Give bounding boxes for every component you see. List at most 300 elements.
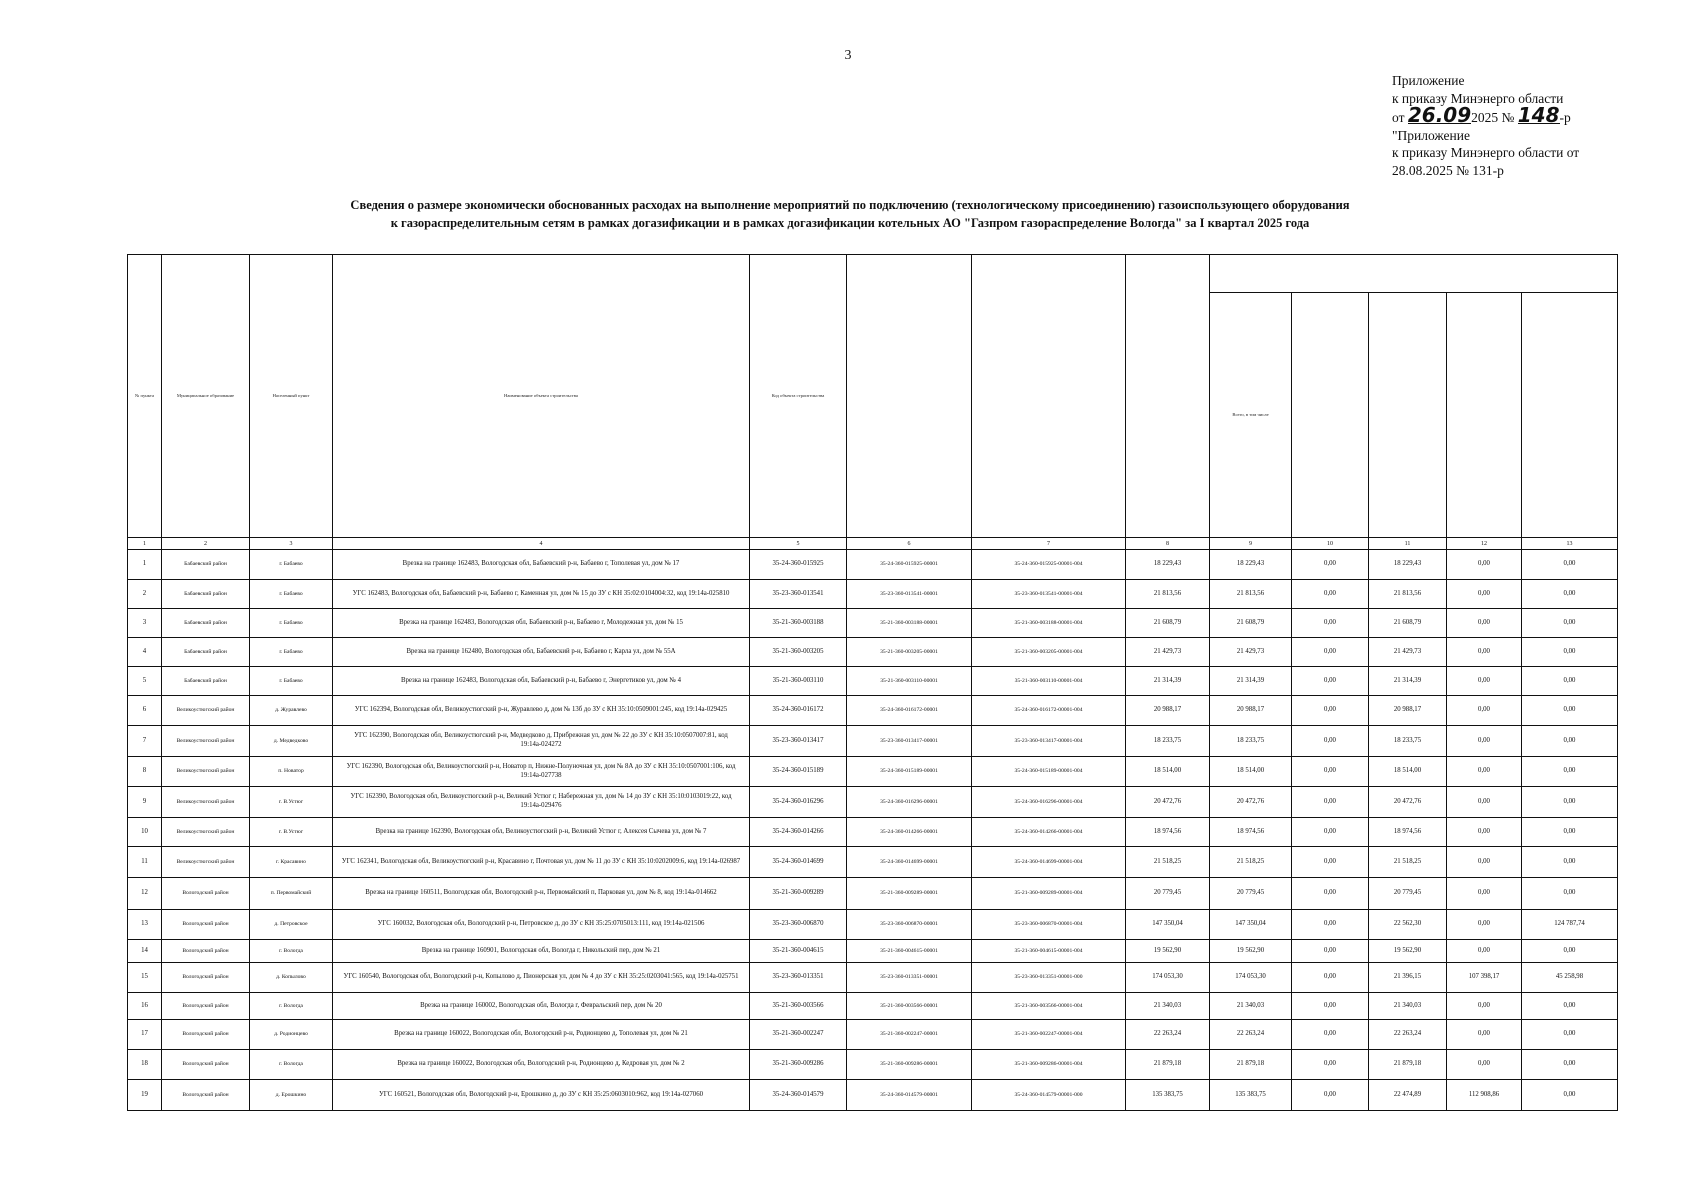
settlement-cell: г. Бабаево bbox=[250, 580, 333, 609]
stage-code-cell: 35-24-360-015189-00001 bbox=[847, 757, 972, 787]
col12-cell: 0,00 bbox=[1447, 910, 1522, 940]
total-cell: 174 053,30 bbox=[1210, 963, 1292, 993]
event-code-cell: 35-23-360-013541-00001-004 bbox=[972, 580, 1126, 609]
row-number-cell: 16 bbox=[128, 993, 162, 1020]
col13-cell: 45 258,98 bbox=[1522, 963, 1618, 993]
col13-cell: 0,00 bbox=[1522, 757, 1618, 787]
col12-cell: 112 908,86 bbox=[1447, 1080, 1522, 1111]
col12-cell: 0,00 bbox=[1447, 940, 1522, 963]
settlement-cell: д. Журавлево bbox=[250, 696, 333, 726]
object-code-cell: 35-24-360-015189 bbox=[750, 757, 847, 787]
col10-cell: 0,00 bbox=[1292, 910, 1369, 940]
total-cell: 18 514,00 bbox=[1210, 757, 1292, 787]
row-number-cell: 8 bbox=[128, 757, 162, 787]
col10-cell: 0,00 bbox=[1292, 726, 1369, 757]
col10-cell: 0,00 bbox=[1292, 550, 1369, 580]
municipality-cell: Великоустюгский район bbox=[162, 726, 250, 757]
actual-costs-cell: 135 383,75 bbox=[1126, 1080, 1210, 1111]
row-number-cell: 17 bbox=[128, 1020, 162, 1050]
row-number-cell: 7 bbox=[128, 726, 162, 757]
col11-cell: 22 474,89 bbox=[1369, 1080, 1447, 1111]
col12-cell: 0,00 bbox=[1447, 667, 1522, 696]
header-col-13 bbox=[1522, 293, 1618, 538]
col13-cell: 0,00 bbox=[1522, 726, 1618, 757]
col13-cell: 124 787,74 bbox=[1522, 910, 1618, 940]
page-number: 3 bbox=[844, 48, 852, 63]
total-cell: 21 340,03 bbox=[1210, 993, 1292, 1020]
stage-code-cell: 35-21-360-009289-00001 bbox=[847, 878, 972, 910]
table-row bbox=[128, 1050, 1618, 1080]
total-cell: 18 233,75 bbox=[1210, 726, 1292, 757]
object-name-cell: Врезка на границе 160901, Вологодская обл, Вологда г, Никольский пер, дом № 21 bbox=[333, 940, 750, 963]
col13-cell: 0,00 bbox=[1522, 878, 1618, 910]
municipality-cell: Вологодский район bbox=[162, 910, 250, 940]
object-name-cell: УГС 162483, Вологодская обл, Бабаевский р-н, Бабаево г, Каменная ул, дом № 15 до ЗУ с КН 35:02:0104004:32, код 19:14а-025810 bbox=[333, 580, 750, 609]
col13-cell: 0,00 bbox=[1522, 580, 1618, 609]
municipality-cell: Великоустюгский район bbox=[162, 818, 250, 847]
table-row bbox=[128, 963, 1618, 993]
actual-costs-cell: 20 988,17 bbox=[1126, 696, 1210, 726]
col13-cell: 0,00 bbox=[1522, 1050, 1618, 1080]
row-number-cell: 9 bbox=[128, 787, 162, 818]
actual-costs-cell: 21 518,25 bbox=[1126, 847, 1210, 878]
appendix-block bbox=[1392, 72, 1692, 179]
header-col-10 bbox=[1292, 293, 1369, 538]
col11-cell: 18 229,43 bbox=[1369, 550, 1447, 580]
event-code-cell: 35-21-360-002247-00001-004 bbox=[972, 1020, 1126, 1050]
col10-cell: 0,00 bbox=[1292, 757, 1369, 787]
event-code-cell: 35-24-360-016172-00001-004 bbox=[972, 696, 1126, 726]
col10-cell: 0,00 bbox=[1292, 878, 1369, 910]
table-body bbox=[128, 550, 1618, 1111]
col13-cell: 0,00 bbox=[1522, 847, 1618, 878]
event-code-cell: 35-24-360-014579-00001-000 bbox=[972, 1080, 1126, 1111]
col12-cell: 0,00 bbox=[1447, 878, 1522, 910]
col11-cell: 22 263,24 bbox=[1369, 1020, 1447, 1050]
municipality-cell: Бабаевский район bbox=[162, 550, 250, 580]
header-object-code: Код объекта строительства bbox=[750, 255, 847, 538]
event-code-cell: 35-24-360-016296-00001-004 bbox=[972, 787, 1126, 818]
settlement-cell: г. Бабаево bbox=[250, 550, 333, 580]
actual-costs-cell: 21 608,79 bbox=[1126, 609, 1210, 638]
table-row bbox=[128, 878, 1618, 910]
object-name-cell: Врезка на границе 162390, Вологодская обл, Великоустюгский р-н, Великий Устюг г, Алексея Сычева ул, дом № 7 bbox=[333, 818, 750, 847]
col13-cell: 0,00 bbox=[1522, 609, 1618, 638]
total-cell: 21 518,25 bbox=[1210, 847, 1292, 878]
settlement-cell: д. Копылово bbox=[250, 963, 333, 993]
object-code-cell: 35-21-360-009286 bbox=[750, 1050, 847, 1080]
table-row bbox=[128, 847, 1618, 878]
municipality-cell: Вологодский район bbox=[162, 1080, 250, 1111]
costs-table bbox=[127, 254, 1618, 1111]
col11-cell: 21 396,15 bbox=[1369, 963, 1447, 993]
col13-cell: 0,00 bbox=[1522, 1020, 1618, 1050]
stage-code-cell: 35-24-360-014699-00001 bbox=[847, 847, 972, 878]
column-number: 2 bbox=[162, 538, 250, 550]
col13-cell: 0,00 bbox=[1522, 1080, 1618, 1111]
event-code-cell: 35-24-360-015189-00001-004 bbox=[972, 757, 1126, 787]
row-number-cell: 3 bbox=[128, 609, 162, 638]
col13-cell: 0,00 bbox=[1522, 818, 1618, 847]
municipality-cell: Вологодский район bbox=[162, 1050, 250, 1080]
settlement-cell: г. Бабаево bbox=[250, 638, 333, 667]
settlement-cell: д. Медведково bbox=[250, 726, 333, 757]
object-name-cell: УГС 162390, Вологодская обл, Великоустюгский р-н, Великий Устюг г, Набережная ул, дом № 14 до ЗУ с КН 35:10:0103019:22, код 19:14а-029476 bbox=[333, 787, 750, 818]
object-code-cell: 35-21-360-003205 bbox=[750, 638, 847, 667]
object-code-cell: 35-23-360-013351 bbox=[750, 963, 847, 993]
object-name-cell: УГС 162394, Вологодская обл, Великоустюгский р-н, Журавлево д, дом № 13б до ЗУ с КН 35:10:0509001:245, код 19:14а-029425 bbox=[333, 696, 750, 726]
row-number-cell: 19 bbox=[128, 1080, 162, 1111]
total-cell: 21 813,56 bbox=[1210, 580, 1292, 609]
stage-code-cell: 35-23-360-013351-00001 bbox=[847, 963, 972, 993]
total-cell: 20 779,45 bbox=[1210, 878, 1292, 910]
event-code-cell: 35-21-360-004615-00001-004 bbox=[972, 940, 1126, 963]
municipality-cell: Бабаевский район bbox=[162, 638, 250, 667]
object-code-cell: 35-24-360-014579 bbox=[750, 1080, 847, 1111]
column-number: 13 bbox=[1522, 538, 1618, 550]
column-number: 6 bbox=[847, 538, 972, 550]
total-cell: 22 263,24 bbox=[1210, 1020, 1292, 1050]
table-row bbox=[128, 1020, 1618, 1050]
col10-cell: 0,00 bbox=[1292, 638, 1369, 667]
settlement-cell: г. Красавино bbox=[250, 847, 333, 878]
col11-cell: 21 813,56 bbox=[1369, 580, 1447, 609]
table-row bbox=[128, 580, 1618, 609]
appendix-year: 2025 № bbox=[1471, 110, 1515, 125]
stage-code-cell: 35-21-360-003205-00001 bbox=[847, 638, 972, 667]
total-cell: 18 229,43 bbox=[1210, 550, 1292, 580]
col10-cell: 0,00 bbox=[1292, 993, 1369, 1020]
object-code-cell: 35-21-360-009289 bbox=[750, 878, 847, 910]
col11-cell: 20 988,17 bbox=[1369, 696, 1447, 726]
object-code-cell: 35-21-360-004615 bbox=[750, 940, 847, 963]
col12-cell: 0,00 bbox=[1447, 726, 1522, 757]
municipality-cell: Вологодский район bbox=[162, 878, 250, 910]
col12-cell: 0,00 bbox=[1447, 847, 1522, 878]
header-col-12 bbox=[1447, 293, 1522, 538]
appendix-line: Приложение bbox=[1392, 73, 1465, 88]
settlement-cell: г. В.Устюг bbox=[250, 787, 333, 818]
stage-code-cell: 35-24-360-015925-00001 bbox=[847, 550, 972, 580]
stage-code-cell: 35-21-360-002247-00001 bbox=[847, 1020, 972, 1050]
header-municipality: Муниципальное образование bbox=[162, 255, 250, 538]
col11-cell: 18 974,56 bbox=[1369, 818, 1447, 847]
event-code-cell: 35-21-360-003205-00001-004 bbox=[972, 638, 1126, 667]
column-number: 1 bbox=[128, 538, 162, 550]
event-code-cell: 35-24-360-015925-00001-004 bbox=[972, 550, 1126, 580]
stage-code-cell: 35-21-360-004615-00001 bbox=[847, 940, 972, 963]
stage-code-cell: 35-23-360-006870-00001 bbox=[847, 910, 972, 940]
settlement-cell: д. Петровское bbox=[250, 910, 333, 940]
actual-costs-cell: 21 314,39 bbox=[1126, 667, 1210, 696]
stage-code-cell: 35-24-360-016296-00001 bbox=[847, 787, 972, 818]
municipality-cell: Бабаевский район bbox=[162, 609, 250, 638]
header-event-code bbox=[972, 255, 1126, 538]
object-name-cell: Врезка на границе 162483, Вологодская обл, Бабаевский р-н, Бабаево г, Тополевая ул, дом № 17 bbox=[333, 550, 750, 580]
col10-cell: 0,00 bbox=[1292, 940, 1369, 963]
object-code-cell: 35-23-360-013417 bbox=[750, 726, 847, 757]
header-total: Всего, в том числе bbox=[1210, 293, 1292, 538]
total-cell: 147 350,04 bbox=[1210, 910, 1292, 940]
col13-cell: 0,00 bbox=[1522, 940, 1618, 963]
col12-cell: 107 398,17 bbox=[1447, 963, 1522, 993]
municipality-cell: Вологодский район bbox=[162, 993, 250, 1020]
appendix-line: к приказу Минэнерго области от bbox=[1392, 145, 1580, 160]
event-code-cell: 35-21-360-003110-00001-004 bbox=[972, 667, 1126, 696]
row-number-cell: 18 bbox=[128, 1050, 162, 1080]
col11-cell: 19 562,90 bbox=[1369, 940, 1447, 963]
event-code-cell: 35-21-360-009286-00001-004 bbox=[972, 1050, 1126, 1080]
col12-cell: 0,00 bbox=[1447, 638, 1522, 667]
settlement-cell: п. Новатор bbox=[250, 757, 333, 787]
object-name-cell: УГС 160032, Вологодская обл, Вологодский р-н, Петровское д, до ЗУ с КН 35:25:0705013:111, код 19:14а-021506 bbox=[333, 910, 750, 940]
col10-cell: 0,00 bbox=[1292, 818, 1369, 847]
municipality-cell: Вологодский район bbox=[162, 1020, 250, 1050]
stage-code-cell: 35-21-360-003188-00001 bbox=[847, 609, 972, 638]
object-code-cell: 35-24-360-014699 bbox=[750, 847, 847, 878]
actual-costs-cell: 174 053,30 bbox=[1126, 963, 1210, 993]
col13-cell: 0,00 bbox=[1522, 993, 1618, 1020]
event-code-cell: 35-21-360-009289-00001-004 bbox=[972, 878, 1126, 910]
col10-cell: 0,00 bbox=[1292, 1080, 1369, 1111]
municipality-cell: Великоустюгский район bbox=[162, 696, 250, 726]
object-code-cell: 35-23-360-006870 bbox=[750, 910, 847, 940]
municipality-cell: Великоустюгский район bbox=[162, 847, 250, 878]
table-row bbox=[128, 667, 1618, 696]
col12-cell: 0,00 bbox=[1447, 757, 1522, 787]
col13-cell: 0,00 bbox=[1522, 696, 1618, 726]
stage-code-cell: 35-24-360-016172-00001 bbox=[847, 696, 972, 726]
col10-cell: 0,00 bbox=[1292, 787, 1369, 818]
total-cell: 21 608,79 bbox=[1210, 609, 1292, 638]
col12-cell: 0,00 bbox=[1447, 1020, 1522, 1050]
actual-costs-cell: 18 974,56 bbox=[1126, 818, 1210, 847]
col12-cell: 0,00 bbox=[1447, 550, 1522, 580]
event-code-cell: 35-24-360-014699-00001-004 bbox=[972, 847, 1126, 878]
col13-cell: 0,00 bbox=[1522, 787, 1618, 818]
table-row bbox=[128, 757, 1618, 787]
stage-code-cell: 35-24-360-014579-00001 bbox=[847, 1080, 972, 1111]
settlement-cell: г. В.Устюг bbox=[250, 818, 333, 847]
row-number-cell: 14 bbox=[128, 940, 162, 963]
object-code-cell: 35-24-360-016296 bbox=[750, 787, 847, 818]
actual-costs-cell: 21 429,73 bbox=[1126, 638, 1210, 667]
stage-code-cell: 35-21-360-003566-00001 bbox=[847, 993, 972, 1020]
actual-costs-cell: 18 229,43 bbox=[1126, 550, 1210, 580]
row-number-cell: 4 bbox=[128, 638, 162, 667]
settlement-cell: д. Ерошкино bbox=[250, 1080, 333, 1111]
object-name-cell: УГС 162390, Вологодская обл, Великоустюгский р-н, Медведково д, Прибрежная ул, дом № 22 до ЗУ с КН 35:10:0507007:81, код 19:14а-024272 bbox=[333, 726, 750, 757]
object-name-cell: Врезка на границе 162483, Вологодская обл, Бабаевский р-н, Бабаево г, Энергетиков ул, дом № 4 bbox=[333, 667, 750, 696]
row-number-cell: 5 bbox=[128, 667, 162, 696]
row-number-cell: 2 bbox=[128, 580, 162, 609]
row-number-cell: 1 bbox=[128, 550, 162, 580]
table-row bbox=[128, 940, 1618, 963]
col12-cell: 0,00 bbox=[1447, 787, 1522, 818]
object-name-cell: УГС 160540, Вологодская обл, Вологодский р-н, Копылово д, Пионерская ул, дом № 4 до ЗУ с КН 35:25:0203041:565, код 19:14а-025751 bbox=[333, 963, 750, 993]
actual-costs-cell: 20 472,76 bbox=[1126, 787, 1210, 818]
event-code-cell: 35-21-360-003188-00001-004 bbox=[972, 609, 1126, 638]
settlement-cell: г. Вологда bbox=[250, 1050, 333, 1080]
col11-cell: 20 779,45 bbox=[1369, 878, 1447, 910]
header-object-name: Наименование объекта строительства bbox=[333, 255, 750, 538]
total-cell: 18 974,56 bbox=[1210, 818, 1292, 847]
appendix-date-line bbox=[1392, 103, 1692, 127]
object-name-cell: УГС 162390, Вологодская обл, Великоустюгский р-н, Новатор п, Нижне-Полуночная ул, дом № 8А до ЗУ с КН 35:10:0507001:106, код 19:14а-027738 bbox=[333, 757, 750, 787]
col11-cell: 21 340,03 bbox=[1369, 993, 1447, 1020]
stage-code-cell: 35-23-360-013541-00001 bbox=[847, 580, 972, 609]
municipality-cell: Вологодский район bbox=[162, 963, 250, 993]
column-number: 4 bbox=[333, 538, 750, 550]
object-code-cell: 35-21-360-003566 bbox=[750, 993, 847, 1020]
col12-cell: 0,00 bbox=[1447, 1050, 1522, 1080]
object-name-cell: Врезка на границе 162480, Вологодская обл, Бабаевский р-н, Бабаево г, Карла ул, дом № 55А bbox=[333, 638, 750, 667]
actual-costs-cell: 21 879,18 bbox=[1126, 1050, 1210, 1080]
total-cell: 21 879,18 bbox=[1210, 1050, 1292, 1080]
table-row bbox=[128, 818, 1618, 847]
total-cell: 20 988,17 bbox=[1210, 696, 1292, 726]
col10-cell: 0,00 bbox=[1292, 696, 1369, 726]
table-row bbox=[128, 993, 1618, 1020]
municipality-cell: Бабаевский район bbox=[162, 580, 250, 609]
stage-code-cell: 35-23-360-013417-00001 bbox=[847, 726, 972, 757]
event-code-cell: 35-23-360-006870-00001-004 bbox=[972, 910, 1126, 940]
object-name-cell: УГС 160521, Вологодская обл, Вологодский р-н, Ерошкино д, до ЗУ с КН 35:25:0603010:962, код 19:14а-027060 bbox=[333, 1080, 750, 1111]
object-name-cell: УГС 162341, Вологодская обл, Великоустюгский р-н, Красавино г, Почтовая ул, дом № 11 до ЗУ с КН 35:10:0202009:6, код 19:14а-026987 bbox=[333, 847, 750, 878]
header-settlement: Населенный пункт bbox=[250, 255, 333, 538]
object-name-cell: Врезка на границе 160511, Вологодская обл, Вологодский р-н, Первомайский п, Парковая ул, дом № 8, код 19:14а-014662 bbox=[333, 878, 750, 910]
col13-cell: 0,00 bbox=[1522, 667, 1618, 696]
table-row bbox=[128, 910, 1618, 940]
settlement-cell: д. Родионцево bbox=[250, 1020, 333, 1050]
stage-code-cell: 35-21-360-009286-00001 bbox=[847, 1050, 972, 1080]
col11-cell: 18 233,75 bbox=[1369, 726, 1447, 757]
col11-cell: 18 514,00 bbox=[1369, 757, 1447, 787]
col13-cell: 0,00 bbox=[1522, 550, 1618, 580]
object-code-cell: 35-24-360-014266 bbox=[750, 818, 847, 847]
actual-costs-cell: 22 263,24 bbox=[1126, 1020, 1210, 1050]
total-cell: 19 562,90 bbox=[1210, 940, 1292, 963]
header-group-costs bbox=[1210, 255, 1618, 293]
total-cell: 135 383,75 bbox=[1210, 1080, 1292, 1111]
object-code-cell: 35-24-360-015925 bbox=[750, 550, 847, 580]
row-number-cell: 6 bbox=[128, 696, 162, 726]
col10-cell: 0,00 bbox=[1292, 963, 1369, 993]
table-row bbox=[128, 726, 1618, 757]
col12-cell: 0,00 bbox=[1447, 609, 1522, 638]
table-row bbox=[128, 638, 1618, 667]
header-col-11 bbox=[1369, 293, 1447, 538]
column-number: 5 bbox=[750, 538, 847, 550]
row-number-cell: 10 bbox=[128, 818, 162, 847]
appendix-line: 28.08.2025 № 131-р bbox=[1392, 162, 1504, 178]
handwritten-order-number: 148 bbox=[1517, 103, 1560, 127]
actual-costs-cell: 19 562,90 bbox=[1126, 940, 1210, 963]
col11-cell: 21 518,25 bbox=[1369, 847, 1447, 878]
object-name-cell: Врезка на границе 162483, Вологодская обл, Бабаевский р-н, Бабаево г, Молодежная ул, дом № 15 bbox=[333, 609, 750, 638]
stage-code-cell: 35-24-360-014266-00001 bbox=[847, 818, 972, 847]
settlement-cell: п. Первомайский bbox=[250, 878, 333, 910]
col10-cell: 0,00 bbox=[1292, 609, 1369, 638]
table-row bbox=[128, 550, 1618, 580]
stage-code-cell: 35-21-360-003110-00001 bbox=[847, 667, 972, 696]
row-number-cell: 15 bbox=[128, 963, 162, 993]
document-title bbox=[200, 196, 1500, 232]
actual-costs-cell: 21 340,03 bbox=[1126, 993, 1210, 1020]
event-code-cell: 35-21-360-003566-00001-004 bbox=[972, 993, 1126, 1020]
header-stage-code bbox=[847, 255, 972, 538]
col12-cell: 0,00 bbox=[1447, 580, 1522, 609]
municipality-cell: Бабаевский район bbox=[162, 667, 250, 696]
actual-costs-cell: 21 813,56 bbox=[1126, 580, 1210, 609]
actual-costs-cell: 147 350,04 bbox=[1126, 910, 1210, 940]
appendix-date-prefix: от bbox=[1392, 110, 1405, 125]
table-row bbox=[128, 609, 1618, 638]
col11-cell: 22 562,30 bbox=[1369, 910, 1447, 940]
col12-cell: 0,00 bbox=[1447, 993, 1522, 1020]
actual-costs-cell: 20 779,45 bbox=[1126, 878, 1210, 910]
column-number: 8 bbox=[1126, 538, 1210, 550]
column-number: 11 bbox=[1369, 538, 1447, 550]
object-code-cell: 35-21-360-003188 bbox=[750, 609, 847, 638]
object-name-cell: Врезка на границе 160002, Вологодская обл, Вологда г, Февральский пер, дом № 20 bbox=[333, 993, 750, 1020]
col10-cell: 0,00 bbox=[1292, 847, 1369, 878]
appendix-suffix: -р bbox=[1559, 110, 1571, 125]
settlement-cell: г. Вологда bbox=[250, 993, 333, 1020]
appendix-line: к приказу Минэнерго области bbox=[1392, 90, 1564, 106]
row-number-cell: 12 bbox=[128, 878, 162, 910]
table-row bbox=[128, 787, 1618, 818]
event-code-cell: 35-23-360-013417-00001-004 bbox=[972, 726, 1126, 757]
column-number: 12 bbox=[1447, 538, 1522, 550]
document-title-line-1: Сведения о размере экономически обоснованных расходах на выполнение мероприятий по подключению (технологическому присоединению) газоиспользующего оборудования bbox=[350, 198, 1350, 212]
appendix-line: "Приложение bbox=[1392, 127, 1470, 143]
handwritten-date: 26.09 bbox=[1407, 103, 1472, 127]
actual-costs-cell: 18 233,75 bbox=[1126, 726, 1210, 757]
total-cell: 20 472,76 bbox=[1210, 787, 1292, 818]
table-row bbox=[128, 696, 1618, 726]
document-title-line-2: к газораспределительным сетям в рамках догазификации и в рамках догазификации котельных АО "Газпром газораспределение Вологда" за I квартал 2025 года bbox=[390, 216, 1310, 230]
col11-cell: 21 608,79 bbox=[1369, 609, 1447, 638]
column-number: 10 bbox=[1292, 538, 1369, 550]
col12-cell: 0,00 bbox=[1447, 696, 1522, 726]
row-number-cell: 13 bbox=[128, 910, 162, 940]
settlement-cell: г. Вологда bbox=[250, 940, 333, 963]
object-name-cell: Врезка на границе 160022, Вологодская обл, Вологодский р-н, Родионцево д, Тополевая ул, дом № 21 bbox=[333, 1020, 750, 1050]
settlement-cell: г. Бабаево bbox=[250, 667, 333, 696]
object-code-cell: 35-21-360-002247 bbox=[750, 1020, 847, 1050]
municipality-cell: Великоустюгский район bbox=[162, 757, 250, 787]
col11-cell: 20 472,76 bbox=[1369, 787, 1447, 818]
col11-cell: 21 314,39 bbox=[1369, 667, 1447, 696]
event-code-cell: 35-24-360-014266-00001-004 bbox=[972, 818, 1126, 847]
object-code-cell: 35-24-360-016172 bbox=[750, 696, 847, 726]
object-name-cell: Врезка на границе 160022, Вологодская обл, Вологодский р-н, Родионцево д, Кедровая ул, дом № 2 bbox=[333, 1050, 750, 1080]
header-actual-costs bbox=[1126, 255, 1210, 538]
col11-cell: 21 879,18 bbox=[1369, 1050, 1447, 1080]
column-number: 9 bbox=[1210, 538, 1292, 550]
municipality-cell: Великоустюгский район bbox=[162, 787, 250, 818]
column-number: 3 bbox=[250, 538, 333, 550]
col10-cell: 0,00 bbox=[1292, 667, 1369, 696]
col10-cell: 0,00 bbox=[1292, 1050, 1369, 1080]
municipality-cell: Вологодский район bbox=[162, 940, 250, 963]
row-number-cell: 11 bbox=[128, 847, 162, 878]
actual-costs-cell: 18 514,00 bbox=[1126, 757, 1210, 787]
object-code-cell: 35-21-360-003110 bbox=[750, 667, 847, 696]
header-item-number: № пункта bbox=[128, 255, 162, 538]
total-cell: 21 314,39 bbox=[1210, 667, 1292, 696]
